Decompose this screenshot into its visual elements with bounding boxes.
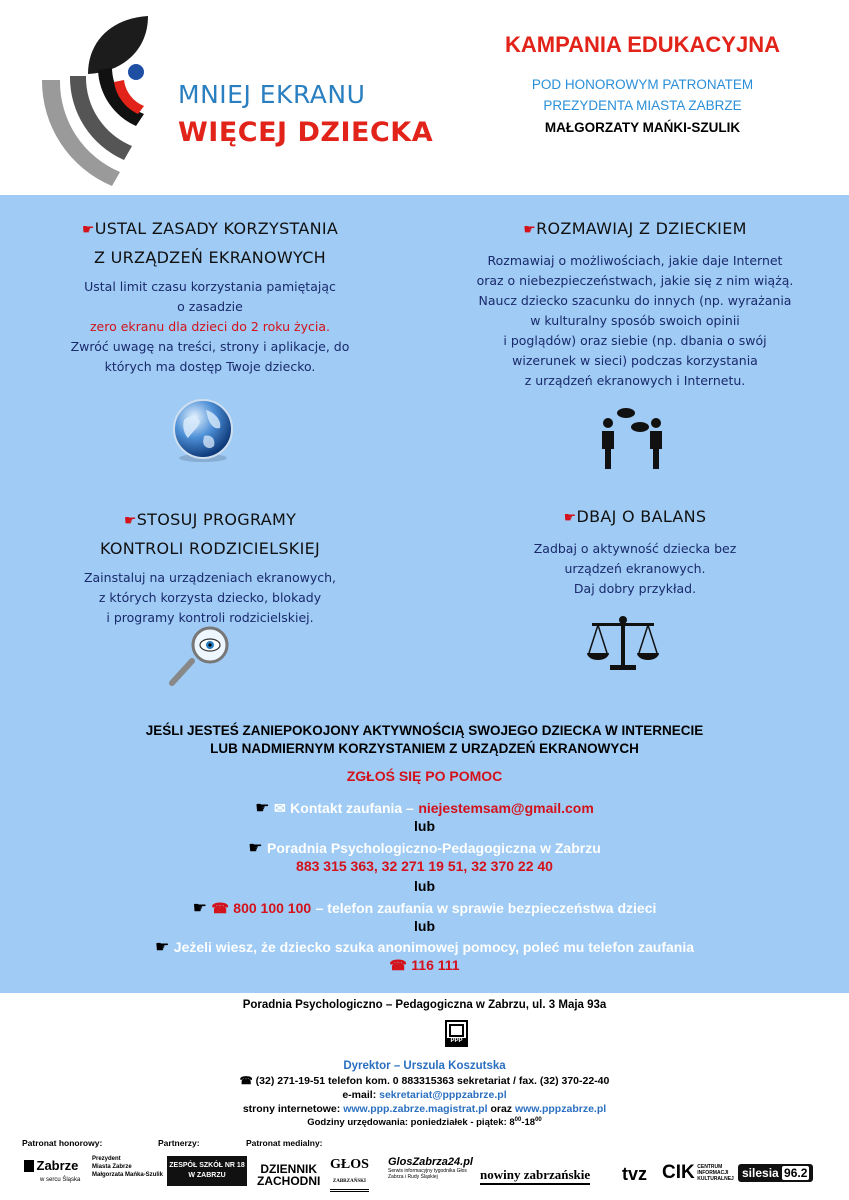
magnifier-eye-icon <box>168 625 232 687</box>
sponsor-dziennik: DZIENNIK ZACHODNI <box>257 1162 321 1188</box>
pointing-hand-icon: ☛ <box>255 800 270 817</box>
label-partners: Partnerzy: <box>158 1138 200 1148</box>
logo-line2: WIĘCEJ DZIECKA <box>178 117 434 148</box>
section-parental-title: ☛STOSUJ PROGRAMY KONTROLI RODZICIELSKIEJ <box>99 510 321 558</box>
help-or: lub <box>414 918 435 934</box>
rules-body-line: których ma dostęp Twoje dziecko. <box>104 359 316 374</box>
patron-line1: POD HONOROWYM PATRONATEM <box>531 77 754 92</box>
help-clinic: ☛ Poradnia Psychologiczno-Pedagogiczna w Zabrzu <box>248 840 601 857</box>
zabrze-logo-icon <box>24 1160 34 1172</box>
help-anon: ☛ Jeżeli wiesz, że dziecko szuka anonimowej pomocy, poleć mu telefon zaufania <box>154 939 694 956</box>
patron-line2: PREZYDENTA MIASTA ZABRZE <box>543 98 742 113</box>
footer-hours: Godziny urzędowania: poniedziałek - piątek: $8^{00}-18^{00}$ <box>307 1117 542 1129</box>
help-heading-line1: JEŚLI JESTEŚ ZANIEPOKOJONY AKTYWNOŚCIĄ SWOJEGO DZIECKA W INTERNECIE <box>145 723 704 738</box>
sponsor-nowiny: nowiny zabrzańskie <box>480 1167 590 1185</box>
sponsor-tvz: tvz <box>622 1164 648 1184</box>
help-contact: ☛ ✉ Kontakt zaufania – niejestemsam@gmail.com <box>255 800 594 817</box>
section-balance-body: Zadbaj o aktywność dziecka bez urządzeń ekranowych. Daj dobry przykład. <box>533 541 737 596</box>
help-cta: ZGŁOŚ SIĘ PO POMOC <box>346 768 503 784</box>
patron-line3: MAŁGORZATY MAŃKI-SZULIK <box>544 120 741 135</box>
pointing-hand-icon: ☛ <box>81 222 95 238</box>
pointing-hand-icon: ☛ <box>248 840 263 857</box>
section-rules-title <box>20 215 400 271</box>
sponsor-silesia: silesia 96.2 <box>738 1164 813 1182</box>
phone-icon: ☎ <box>211 900 229 916</box>
footer-phones: ☎ (32) 271-19-51 telefon kom. 0 883315363 sekretariat / fax. (32) 370-22-40 <box>239 1075 610 1087</box>
help-clinic-phones: 883 315 363, 32 271 19 51, 32 370 22 40 <box>296 858 553 874</box>
rules-body-line: Zwróć uwagę na treści, strony i aplikacje, do <box>70 339 350 354</box>
pointing-hand-icon: ☛ <box>154 939 170 956</box>
footer-email-link[interactable]: sekretariat@pppzabrze.pl <box>379 1089 507 1101</box>
section-parental-body: Zainstaluj na urządzeniach ekranowych, z których korzysta dziecko, blokady i programy kontroli rodzicielskiej. <box>83 570 337 625</box>
envelope-icon: ✉ <box>273 800 286 816</box>
header <box>0 0 849 195</box>
pointing-hand-icon: ☛ <box>123 513 137 529</box>
campaign-title: KAMPANIA EDUKACYJNA <box>504 32 780 57</box>
sponsor-cik: CIK CENTRUM INFORMACJI KULTURALNEJ <box>662 1162 734 1183</box>
globe-icon <box>170 398 236 464</box>
rules-body-highlight: zero ekranu dla dzieci do 2 roku życia. <box>90 319 330 334</box>
conversation-icon <box>598 405 668 471</box>
pointing-hand-icon: ☛ <box>192 900 207 917</box>
footer-address: Poradnia Psychologiczno – Pedagogiczna w Zabrzu, ul. 3 Maja 93a <box>242 999 607 1011</box>
section-rules-title-line2: Z URZĄDZEŃ EKRANOWYCH <box>93 248 327 267</box>
sponsor-zabrze: Zabrze w sercu Śląska <box>24 1158 80 1183</box>
help-or: lub <box>414 818 435 834</box>
sponsor-glos24: GlosZabrza24.pl Serwis informacyjny tygodnika Głos Zabrza i Rudy Śląskiej <box>388 1156 473 1180</box>
phone-icon: ☎ <box>239 1075 253 1087</box>
section-balance-title: ☛DBAJ O BALANS <box>563 507 707 526</box>
phone-icon: ☎ <box>389 957 407 973</box>
label-honorary: Patronat honorowy: <box>22 1138 103 1148</box>
section-talk-title: ☛ROZMAWIAJ Z DZIECKIEM <box>523 219 747 238</box>
footer-director: Dyrektor – Urszula Koszutska <box>343 1060 506 1072</box>
content-panel <box>0 195 849 993</box>
help-heading-line2: LUB NADMIERNYM KORZYSTANIEM Z URZĄDZEŃ EKRANOWYCH <box>210 741 639 756</box>
section-rules-title-line1: USTAL ZASADY KORZYSTANIA <box>94 219 339 238</box>
campaign-logo-icon <box>28 10 178 190</box>
footer-web-link1[interactable]: www.ppp.zabrze.magistrat.pl <box>343 1103 488 1115</box>
footer-web: strony internetowe: www.ppp.zabrze.magistrat.pl oraz www.pppzabrze.pl <box>242 1103 607 1115</box>
help-or: lub <box>414 878 435 894</box>
logo-line1: MNIEJ EKRANU <box>178 80 366 109</box>
section-talk-body: Rozmawiaj o możliwościach, jakie daje Internet oraz o niebezpieczeństwach, jakie się z nim wiążą. Naucz dziecko szacunku do innych (np. wyrażania w kulturalny sposób swoich opinii i poglądów) oraz siebie (np. dbania o swój wizerunek w sieci) podczas korzystania z urządzeń ekranowych i Internetu. <box>476 253 794 388</box>
rules-body-line: Ustal limit czasu korzystania pamiętając <box>84 279 336 294</box>
sponsor-president: Prezydent Miasta Zabrze Małgorzata Mańka-Szulik <box>92 1156 164 1178</box>
contact-email-link[interactable]: niejestemsam@gmail.com <box>418 800 594 816</box>
section-rules-body <box>20 277 400 377</box>
rules-body-line: o zasadzie <box>177 299 243 314</box>
footer-email: e-mail: sekretariat@pppzabrze.pl <box>342 1089 507 1101</box>
help-hotline: ☛ ☎ 800 100 100 – telefon zaufania w sprawie bezpieczeństwa dzieci <box>192 900 657 917</box>
scales-icon <box>586 615 660 671</box>
sponsor-glos: GŁOS ZABRZAŃSKI <box>330 1158 369 1192</box>
footer-web-link2[interactable]: www.pppzabrze.pl <box>514 1103 607 1115</box>
ppp-logo-icon: PPP <box>445 1020 468 1047</box>
pointing-hand-icon: ☛ <box>563 510 577 526</box>
pointing-hand-icon: ☛ <box>523 222 537 238</box>
help-anon-number: ☎ 116 111 <box>389 957 460 973</box>
label-media: Patronat medialny: <box>246 1138 323 1148</box>
sponsor-school: ZESPÓŁ SZKÓŁ NR 18 W ZABRZU <box>167 1156 247 1186</box>
